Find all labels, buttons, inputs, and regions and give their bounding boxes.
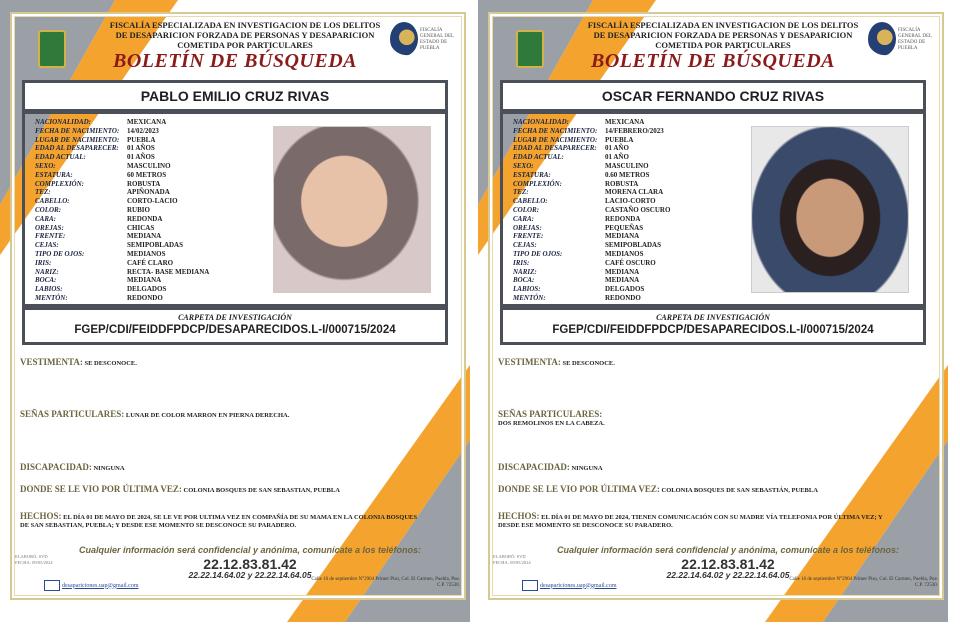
field-label: EDAD AL DESAPARECER: — [513, 144, 597, 153]
field-value: MORENA CLARA — [605, 188, 664, 197]
agency-line: DE DESAPARICION FORZADA DE PERSONAS Y DESAPARICION — [593, 30, 853, 40]
description-row — [513, 162, 670, 171]
field-senas — [20, 410, 420, 420]
description-row — [513, 250, 670, 259]
description-row — [513, 215, 670, 224]
value-donde: COLONIA BOSQUES DE SAN SEBASTIÁN, PUEBLA — [661, 487, 818, 494]
value-senas: DOS REMOLINOS EN LA CABEZA. — [498, 420, 605, 427]
field-label: NACIONALIDAD: — [35, 118, 92, 126]
description-row — [35, 162, 209, 171]
field-value: APIÑONADA — [127, 188, 170, 197]
description-row — [513, 197, 670, 206]
field-value: RECTA- BASE MEDIANA — [127, 267, 210, 276]
description-row — [35, 250, 209, 259]
description-row — [513, 118, 670, 127]
field-label: COMPLEXIÓN: — [35, 179, 85, 188]
puebla-state-seal-icon — [516, 30, 544, 68]
field-value: 14/FEBRERO/2023 — [605, 126, 664, 135]
field-value: DELGADOS — [605, 285, 645, 294]
description-row — [513, 259, 670, 268]
phone-alt: 22.22.14.64.02 y 22.22.14.64.05 — [188, 570, 312, 580]
agency-header — [568, 20, 878, 50]
value-discapacidad: NINGUNA — [93, 465, 125, 472]
agency-line: FISCALÍA ESPECIALIZADA EN INVESTIGACION DE LOS DELITOS — [587, 20, 859, 30]
field-senas — [498, 410, 898, 428]
description-row — [35, 294, 209, 303]
value-donde: COLONIA BOSQUES DE SAN SEBASTIAN, PUEBLA — [183, 487, 340, 494]
field-label: OREJAS: — [35, 223, 64, 232]
description-row — [35, 232, 209, 241]
field-value: MASCULINO — [127, 161, 171, 170]
carpeta-label: CARPETA DE INVESTIGACIÓN — [178, 313, 292, 322]
field-value: 01 AÑOS — [127, 144, 155, 153]
value-vestimenta: SE DESCONOCE. — [562, 360, 615, 367]
field-value: MEXICANA — [127, 118, 167, 126]
email-address[interactable]: desapariciones.uap@gmail.com — [540, 582, 617, 589]
agency-line: FISCALÍA ESPECIALIZADA EN INVESTIGACION DE LOS DELITOS — [109, 20, 381, 30]
missing-person-bulletin — [0, 0, 470, 640]
label-vestimenta: VESTIMENTA: — [498, 357, 561, 367]
office-address: Calle 16 de septiembre N°2904 Primer Piso, Col. El Carmen, Puebla, Pue. C.P. 72530. — [789, 577, 938, 588]
field-label: BOCA: — [513, 276, 535, 285]
field-value: 01 AÑO — [605, 153, 629, 162]
value-vestimenta: SE DESCONOCE. — [84, 360, 137, 367]
field-value: MEDIANA — [127, 276, 162, 285]
agency-line: COMETIDA POR PARTICULARES — [655, 40, 791, 50]
elaboro: ELABORÓ: SVD — [15, 554, 48, 559]
field-value: CHICAS — [127, 223, 155, 232]
field-value: MEDIANOS — [605, 249, 644, 258]
field-value: 01 AÑOS — [127, 153, 155, 162]
field-vestimenta — [498, 358, 898, 368]
description-row — [35, 153, 209, 162]
field-label: EDAD ACTUAL: — [513, 153, 564, 162]
field-label: TIPO DE OJOS: — [35, 249, 85, 258]
field-label: COLOR: — [35, 205, 62, 214]
field-hechos — [20, 512, 420, 530]
field-donde — [20, 485, 420, 495]
field-label: CEJAS: — [35, 241, 59, 250]
field-label: TEZ: — [513, 188, 529, 197]
label-hechos: HECHOS: — [498, 511, 540, 521]
description-box — [22, 111, 448, 307]
field-value: CORTO-LACIO — [127, 197, 178, 206]
field-value: 60 METROS — [127, 170, 167, 179]
field-value: 0.60 METROS — [605, 170, 650, 179]
field-value: LACIO-CORTO — [605, 197, 656, 206]
field-value: MEDIANA — [605, 232, 640, 241]
fiscalia-logo-text: FISCALÍA GENERAL DEL ESTADO DE PUEBLA — [420, 28, 454, 51]
bulletin-title: BOLETÍN DE BÚSQUEDA — [591, 50, 835, 72]
value-hechos: EL DÍA 01 DE MAYO DE 2024, TIENEN COMUNICACIÓN CON SU MADRE VÍA TELEFONIA POR ÚLTIMA VEZ; Y DESDE ESE MOMENTO SE DESCONOCE SU PARADERO. — [498, 514, 883, 529]
field-value: REDONDA — [127, 214, 163, 223]
field-label: LUGAR DE NACIMIENTO: — [35, 135, 120, 144]
field-label: LABIOS: — [513, 285, 541, 294]
field-label: EDAD AL DESAPARECER: — [35, 144, 119, 153]
field-value: MEXICANA — [605, 118, 645, 126]
field-label: LUGAR DE NACIMIENTO: — [513, 135, 598, 144]
agency-line: COMETIDA POR PARTICULARES — [177, 40, 313, 50]
field-label: IRIS: — [35, 258, 52, 267]
person-photo — [751, 126, 909, 293]
field-value: 14/02/2023 — [127, 126, 159, 135]
investigation-folder-box — [500, 307, 926, 345]
field-value: MASCULINO — [605, 161, 649, 170]
field-label: IRIS: — [513, 258, 530, 267]
field-value: MEDIANA — [127, 232, 162, 241]
description-row — [35, 206, 209, 215]
carpeta-number: FGEP/CDI/FEIDDFPDCP/DESAPARECIDOS.L-I/000715/2024 — [74, 324, 396, 336]
elaboration-info — [15, 554, 53, 566]
field-label: MENTÓN: — [513, 293, 546, 302]
email-address[interactable]: desapariciones.uap@gmail.com — [62, 582, 139, 589]
field-value: PUEBLA — [127, 135, 156, 144]
description-list — [513, 118, 670, 303]
description-row — [35, 197, 209, 206]
description-row — [513, 241, 670, 250]
field-label: COMPLEXIÓN: — [513, 179, 563, 188]
field-value: ROBUSTA — [605, 179, 639, 188]
email-link[interactable] — [44, 580, 139, 591]
label-hechos: HECHOS: — [20, 511, 62, 521]
field-value: REDONDO — [605, 293, 641, 302]
description-row — [513, 153, 670, 162]
agency-header — [90, 20, 400, 50]
agency-line: DE DESAPARICION FORZADA DE PERSONAS Y DESAPARICION — [115, 30, 375, 40]
description-row — [35, 224, 209, 233]
field-label: SEXO: — [513, 161, 534, 170]
field-value: MEDIANOS — [127, 249, 166, 258]
fiscalia-logo-text: FISCALÍA GENERAL DEL ESTADO DE PUEBLA — [898, 28, 932, 51]
field-label: OREJAS: — [513, 223, 542, 232]
description-row — [513, 127, 670, 136]
field-label: CARA: — [35, 214, 57, 223]
description-row — [513, 294, 670, 303]
field-value: SEMIPOBLADAS — [605, 241, 662, 250]
field-value: SEMIPOBLADAS — [127, 241, 184, 250]
field-label: TEZ: — [35, 188, 51, 197]
field-value: PUEBLA — [605, 135, 634, 144]
description-row — [35, 276, 209, 285]
label-discapacidad: DISCAPACIDAD: — [20, 462, 92, 472]
description-row — [513, 171, 670, 180]
field-label: FRENTE: — [513, 232, 544, 241]
field-label: COLOR: — [513, 205, 540, 214]
field-donde — [498, 485, 898, 495]
description-row — [513, 268, 670, 277]
description-row — [35, 215, 209, 224]
confidential-notice: Cualquier información será confidencial y anónima, comunícate a los teléfonos: — [78, 545, 422, 555]
field-value: 01 AÑO — [605, 144, 629, 153]
field-value: CASTAÑO OSCURO — [605, 205, 671, 214]
fecha: FECHA: 09/05/2024 — [15, 560, 53, 565]
description-row — [513, 188, 670, 197]
description-row — [35, 144, 209, 153]
label-senas: SEÑAS PARTICULARES: — [20, 409, 125, 419]
value-hechos: EL DÍA 01 DE MAYO DE 2024, SE LE VE POR ULTIMA VEZ EN COMPAÑÍA DE SU MAMA EN LA COLONIA BOSQUES DE SAN SEBASTIAN, PUEBLA; Y DESDE ESE MOMENTO SE DESCONOCE SU PARADERO. — [20, 514, 417, 529]
field-label: SEXO: — [35, 161, 56, 170]
description-row — [35, 136, 209, 145]
field-value: REDONDO — [127, 293, 163, 302]
field-label: FECHA DE NACIMIENTO: — [35, 126, 120, 135]
field-label: NACIONALIDAD: — [513, 118, 570, 126]
field-label: ESTATURA: — [35, 170, 73, 179]
description-row — [513, 285, 670, 294]
field-value: REDONDA — [605, 214, 641, 223]
description-row — [513, 224, 670, 233]
description-row — [35, 127, 209, 136]
label-discapacidad: DISCAPACIDAD: — [498, 462, 570, 472]
label-donde: DONDE SE LE VIO POR ÚLTIMA VEZ: — [498, 484, 660, 494]
field-value: ROBUSTA — [127, 179, 161, 188]
description-row — [513, 232, 670, 241]
fecha: FECHA: 09/05/2024 — [493, 560, 531, 565]
phone-main: 22.12.83.81.42 — [203, 556, 297, 572]
phone-alt: 22.22.14.64.02 y 22.22.14.64.05 — [666, 570, 790, 580]
description-box — [500, 111, 926, 307]
field-value: CAFÉ CLARO — [127, 258, 174, 267]
email-link[interactable] — [522, 580, 617, 591]
envelope-icon — [522, 580, 538, 591]
field-label: FRENTE: — [35, 232, 66, 241]
field-discapacidad — [498, 463, 898, 473]
value-discapacidad: NINGUNA — [571, 465, 603, 472]
field-value: PEQUEÑAS — [605, 223, 644, 232]
person-name: PABLO EMILIO CRUZ RIVAS — [22, 80, 448, 112]
description-row — [35, 285, 209, 294]
field-value: MEDIANA — [605, 276, 640, 285]
description-row — [513, 206, 670, 215]
field-label: CABELLO: — [35, 197, 70, 206]
field-value: MEDIANA — [605, 267, 640, 276]
field-value: DELGADOS — [127, 285, 167, 294]
description-row — [35, 259, 209, 268]
puebla-state-seal-icon — [38, 30, 66, 68]
carpeta-number: FGEP/CDI/FEIDDFPDCP/DESAPARECIDOS.L-I/000715/2024 — [552, 324, 874, 336]
description-row — [35, 118, 209, 127]
value-senas: LUNAR DE COLOR MARRON EN PIERNA DERECHA. — [125, 412, 290, 419]
investigation-folder-box — [22, 307, 448, 345]
description-row — [513, 276, 670, 285]
field-label: LABIOS: — [35, 285, 63, 294]
field-label: EDAD ACTUAL: — [35, 153, 86, 162]
description-row — [35, 268, 209, 277]
field-label: NARIZ: — [35, 267, 59, 276]
field-hechos — [498, 512, 898, 530]
label-donde: DONDE SE LE VIO POR ÚLTIMA VEZ: — [20, 484, 182, 494]
carpeta-label: CARPETA DE INVESTIGACIÓN — [656, 313, 770, 322]
field-label: FECHA DE NACIMIENTO: — [513, 126, 598, 135]
description-row — [513, 144, 670, 153]
elaboro: ELABORÓ: SVD — [493, 554, 526, 559]
field-label: BOCA: — [35, 276, 57, 285]
envelope-icon — [44, 580, 60, 591]
field-value: RUBIO — [127, 205, 150, 214]
confidential-notice: Cualquier información será confidencial y anónima, comunícate a los teléfonos: — [556, 545, 900, 555]
field-label: MENTÓN: — [35, 293, 68, 302]
field-label: ESTATURA: — [513, 170, 551, 179]
field-label: NARIZ: — [513, 267, 537, 276]
description-row — [35, 188, 209, 197]
field-label: CEJAS: — [513, 241, 537, 250]
label-senas: SEÑAS PARTICULARES: — [498, 409, 603, 419]
field-label: CARA: — [513, 214, 535, 223]
field-label: TIPO DE OJOS: — [513, 249, 563, 258]
person-photo — [273, 126, 431, 293]
field-discapacidad — [20, 463, 420, 473]
elaboration-info — [493, 554, 531, 566]
office-address: Calle 16 de septiembre N°2904 Primer Piso, Col. El Carmen, Puebla, Pue. C.P. 72530. — [311, 577, 460, 588]
description-row — [513, 136, 670, 145]
field-label: CABELLO: — [513, 197, 548, 206]
description-row — [35, 241, 209, 250]
bulletin-title: BOLETÍN DE BÚSQUEDA — [113, 50, 357, 72]
description-row — [35, 171, 209, 180]
description-row — [513, 180, 670, 189]
missing-person-bulletin — [478, 0, 948, 640]
field-value: CAFÉ OSCURO — [605, 258, 656, 267]
phone-main: 22.12.83.81.42 — [681, 556, 775, 572]
label-vestimenta: VESTIMENTA: — [20, 357, 83, 367]
description-list — [35, 118, 209, 303]
field-vestimenta — [20, 358, 420, 368]
description-row — [35, 180, 209, 189]
person-name: OSCAR FERNANDO CRUZ RIVAS — [500, 80, 926, 112]
